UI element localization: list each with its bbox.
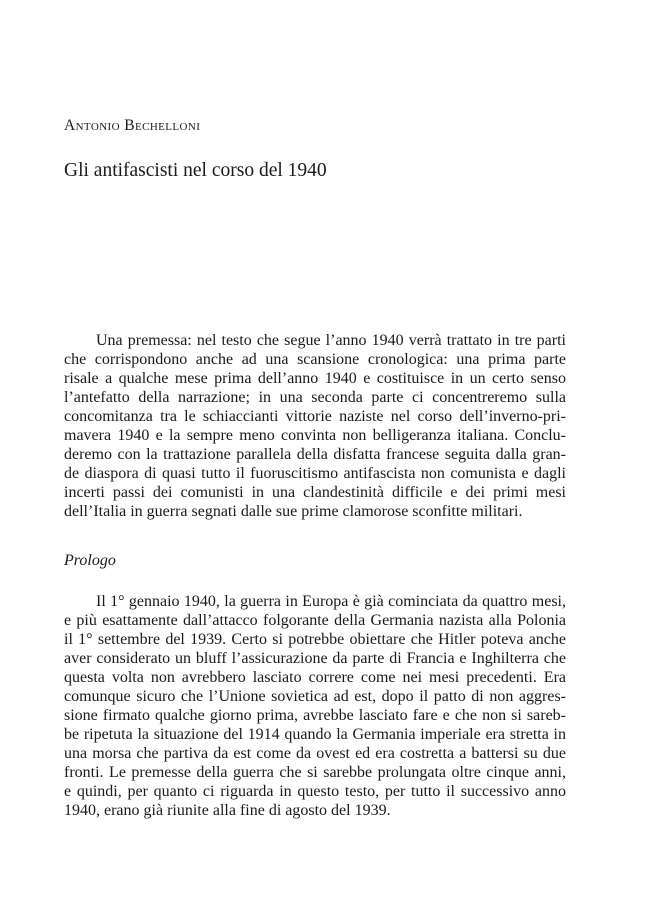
prologue-paragraph xyxy=(64,592,566,820)
paragraph-line: comunque sicuro che l’Unione sovietica ad est, dopo il patto di non aggres- xyxy=(64,688,566,705)
paragraph-line: e quindi, per quanto ci riguarda in questo testo, per tutto il successivo anno xyxy=(64,783,566,800)
paragraph-line: sione firmato qualche giorno prima, avrebbe lasciato fare e che non si sareb- xyxy=(64,707,566,724)
paragraph-line: Una premessa: nel testo che segue l’anno 1940 verrà trattato in tre parti xyxy=(96,332,566,349)
paragraph-line: incerti passi dei comunisti in una clandestinità difficile e dei primi mesi xyxy=(64,484,566,501)
paragraph-line: questa volta non avrebbero lasciato correre come nei mesi precedenti. Era xyxy=(64,669,566,686)
paragraph-line: il 1° settembre del 1939. Certo si potrebbe obiettare che Hitler poteva anche xyxy=(64,631,566,648)
paragraph-line: risale a qualche mese prima dell’anno 1940 e costituisce in un certo senso xyxy=(64,370,566,387)
paragraph-line: e più esattamente dall’attacco folgorante della Germania nazista alla Polonia xyxy=(64,612,566,629)
paragraph-line: 1940, erano già riunite alla fine di agosto del 1939. xyxy=(64,802,391,819)
paragraph-line: che corrispondono anche ad una scansione cronologica: una prima parte xyxy=(64,351,566,368)
paragraph-line: Il 1° gennaio 1940, la guerra in Europa è già cominciata da quattro mesi, xyxy=(96,593,566,610)
intro-paragraph xyxy=(64,331,566,521)
paragraph-line: be ripetuta la situazione del 1914 quando la Germania imperiale era stretta in xyxy=(64,726,566,743)
article-title: Gli antifascisti nel corso del 1940 xyxy=(64,160,327,181)
paragraph-line: aver considerato un bluff l’assicurazione da parte di Francia e Inghilterra che xyxy=(64,650,566,667)
paragraph-line: fronti. Le premesse della guerra che si sarebbe prolungata oltre cinque anni, xyxy=(64,764,566,781)
author-name: Antonio Bechelloni xyxy=(64,117,201,134)
paragraph-line: deremo con la trattazione parallela della disfatta francese seguita dalla gran- xyxy=(64,446,566,463)
paragraph-line: dell’Italia in guerra segnati dalle sue prime clamorose sconfitte militari. xyxy=(64,503,523,520)
paragraph-line: una morsa che partiva da est come da ovest ed era costretta a battersi su due xyxy=(64,745,566,762)
paragraph-line: l’antefatto della narrazione; in una seconda parte ci concentreremo sulla xyxy=(64,389,566,406)
paragraph-line: concomitanza tra le schiaccianti vittorie naziste nel corso dell’inverno-pri- xyxy=(64,408,566,425)
paragraph-line: de diaspora di quasi tutto il fuoruscitismo antifascista non comunista e dagli xyxy=(64,465,566,482)
section-heading-prologue: Prologo xyxy=(64,552,116,569)
paragraph-line: mavera 1940 e la sempre meno convinta non belligeranza italiana. Conclu- xyxy=(64,427,566,444)
